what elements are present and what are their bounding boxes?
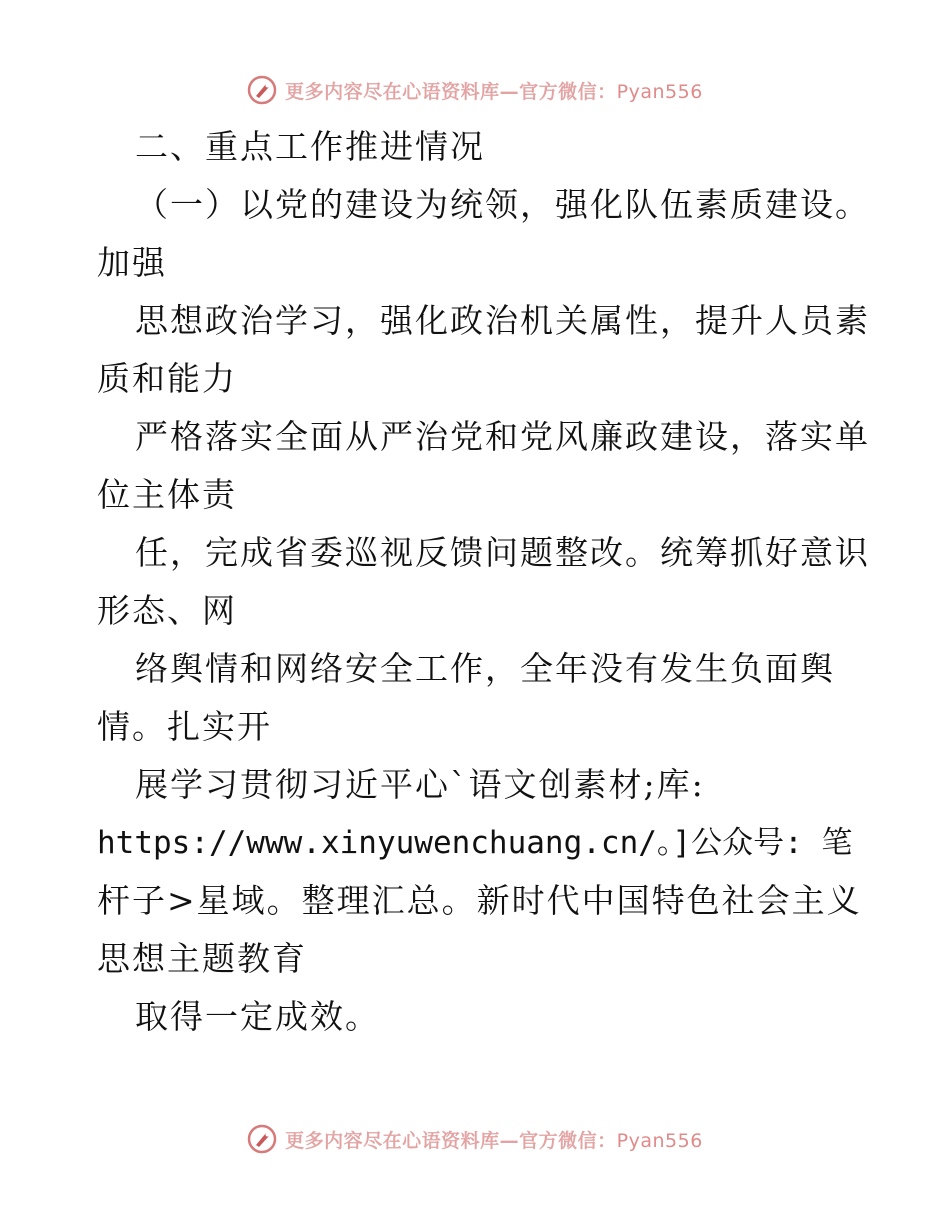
pen-nib-seal-icon — [247, 75, 277, 105]
paragraph-line: 思想主题教育 — [97, 939, 307, 978]
paragraph-line: 质和能力 — [97, 359, 237, 398]
paragraph-line: 任，完成省委巡视反馈问题整改。统筹抓好意识 — [135, 533, 870, 572]
document-body — [97, 118, 870, 1046]
header-watermark — [0, 72, 950, 108]
pen-nib-seal-icon — [247, 1124, 277, 1154]
subsection-heading: （一）以党的建设为统领，强化队伍素质建设。 — [135, 185, 870, 224]
watermark-text: 更多内容尽在心语资料库—官方微信：Pyan556 — [285, 80, 703, 103]
paragraph-line: 严格落实全面从严治党和党风廉政建设，落实单 — [135, 417, 870, 456]
paragraph-line: 展学习贯彻习近平心`语文创素材;库: — [135, 765, 705, 804]
footer-watermark — [0, 1121, 950, 1157]
url-line: https://www.xinyuwenchuang.cn/。]公众号: 笔 — [97, 825, 853, 861]
paragraph-line: 络舆情和网络安全工作，全年没有发生负面舆 — [135, 649, 835, 688]
paragraph-line: 加强 — [97, 243, 167, 282]
paragraph-line: 取得一定成效。 — [135, 997, 380, 1036]
paragraph-line: 杆子>星域。整理汇总。新时代中国特色社会主义 — [97, 881, 862, 920]
watermark-text: 更多内容尽在心语资料库—官方微信：Pyan556 — [285, 1129, 703, 1152]
paragraph-line: 思想政治学习，强化政治机关属性，提升人员素 — [135, 301, 870, 340]
paragraph-line: 形态、网 — [97, 591, 237, 630]
paragraph-line: 情。扎实开 — [97, 707, 272, 746]
paragraph-line: 位主体责 — [97, 475, 237, 514]
section-heading: 二、重点工作推进情况 — [135, 127, 485, 166]
